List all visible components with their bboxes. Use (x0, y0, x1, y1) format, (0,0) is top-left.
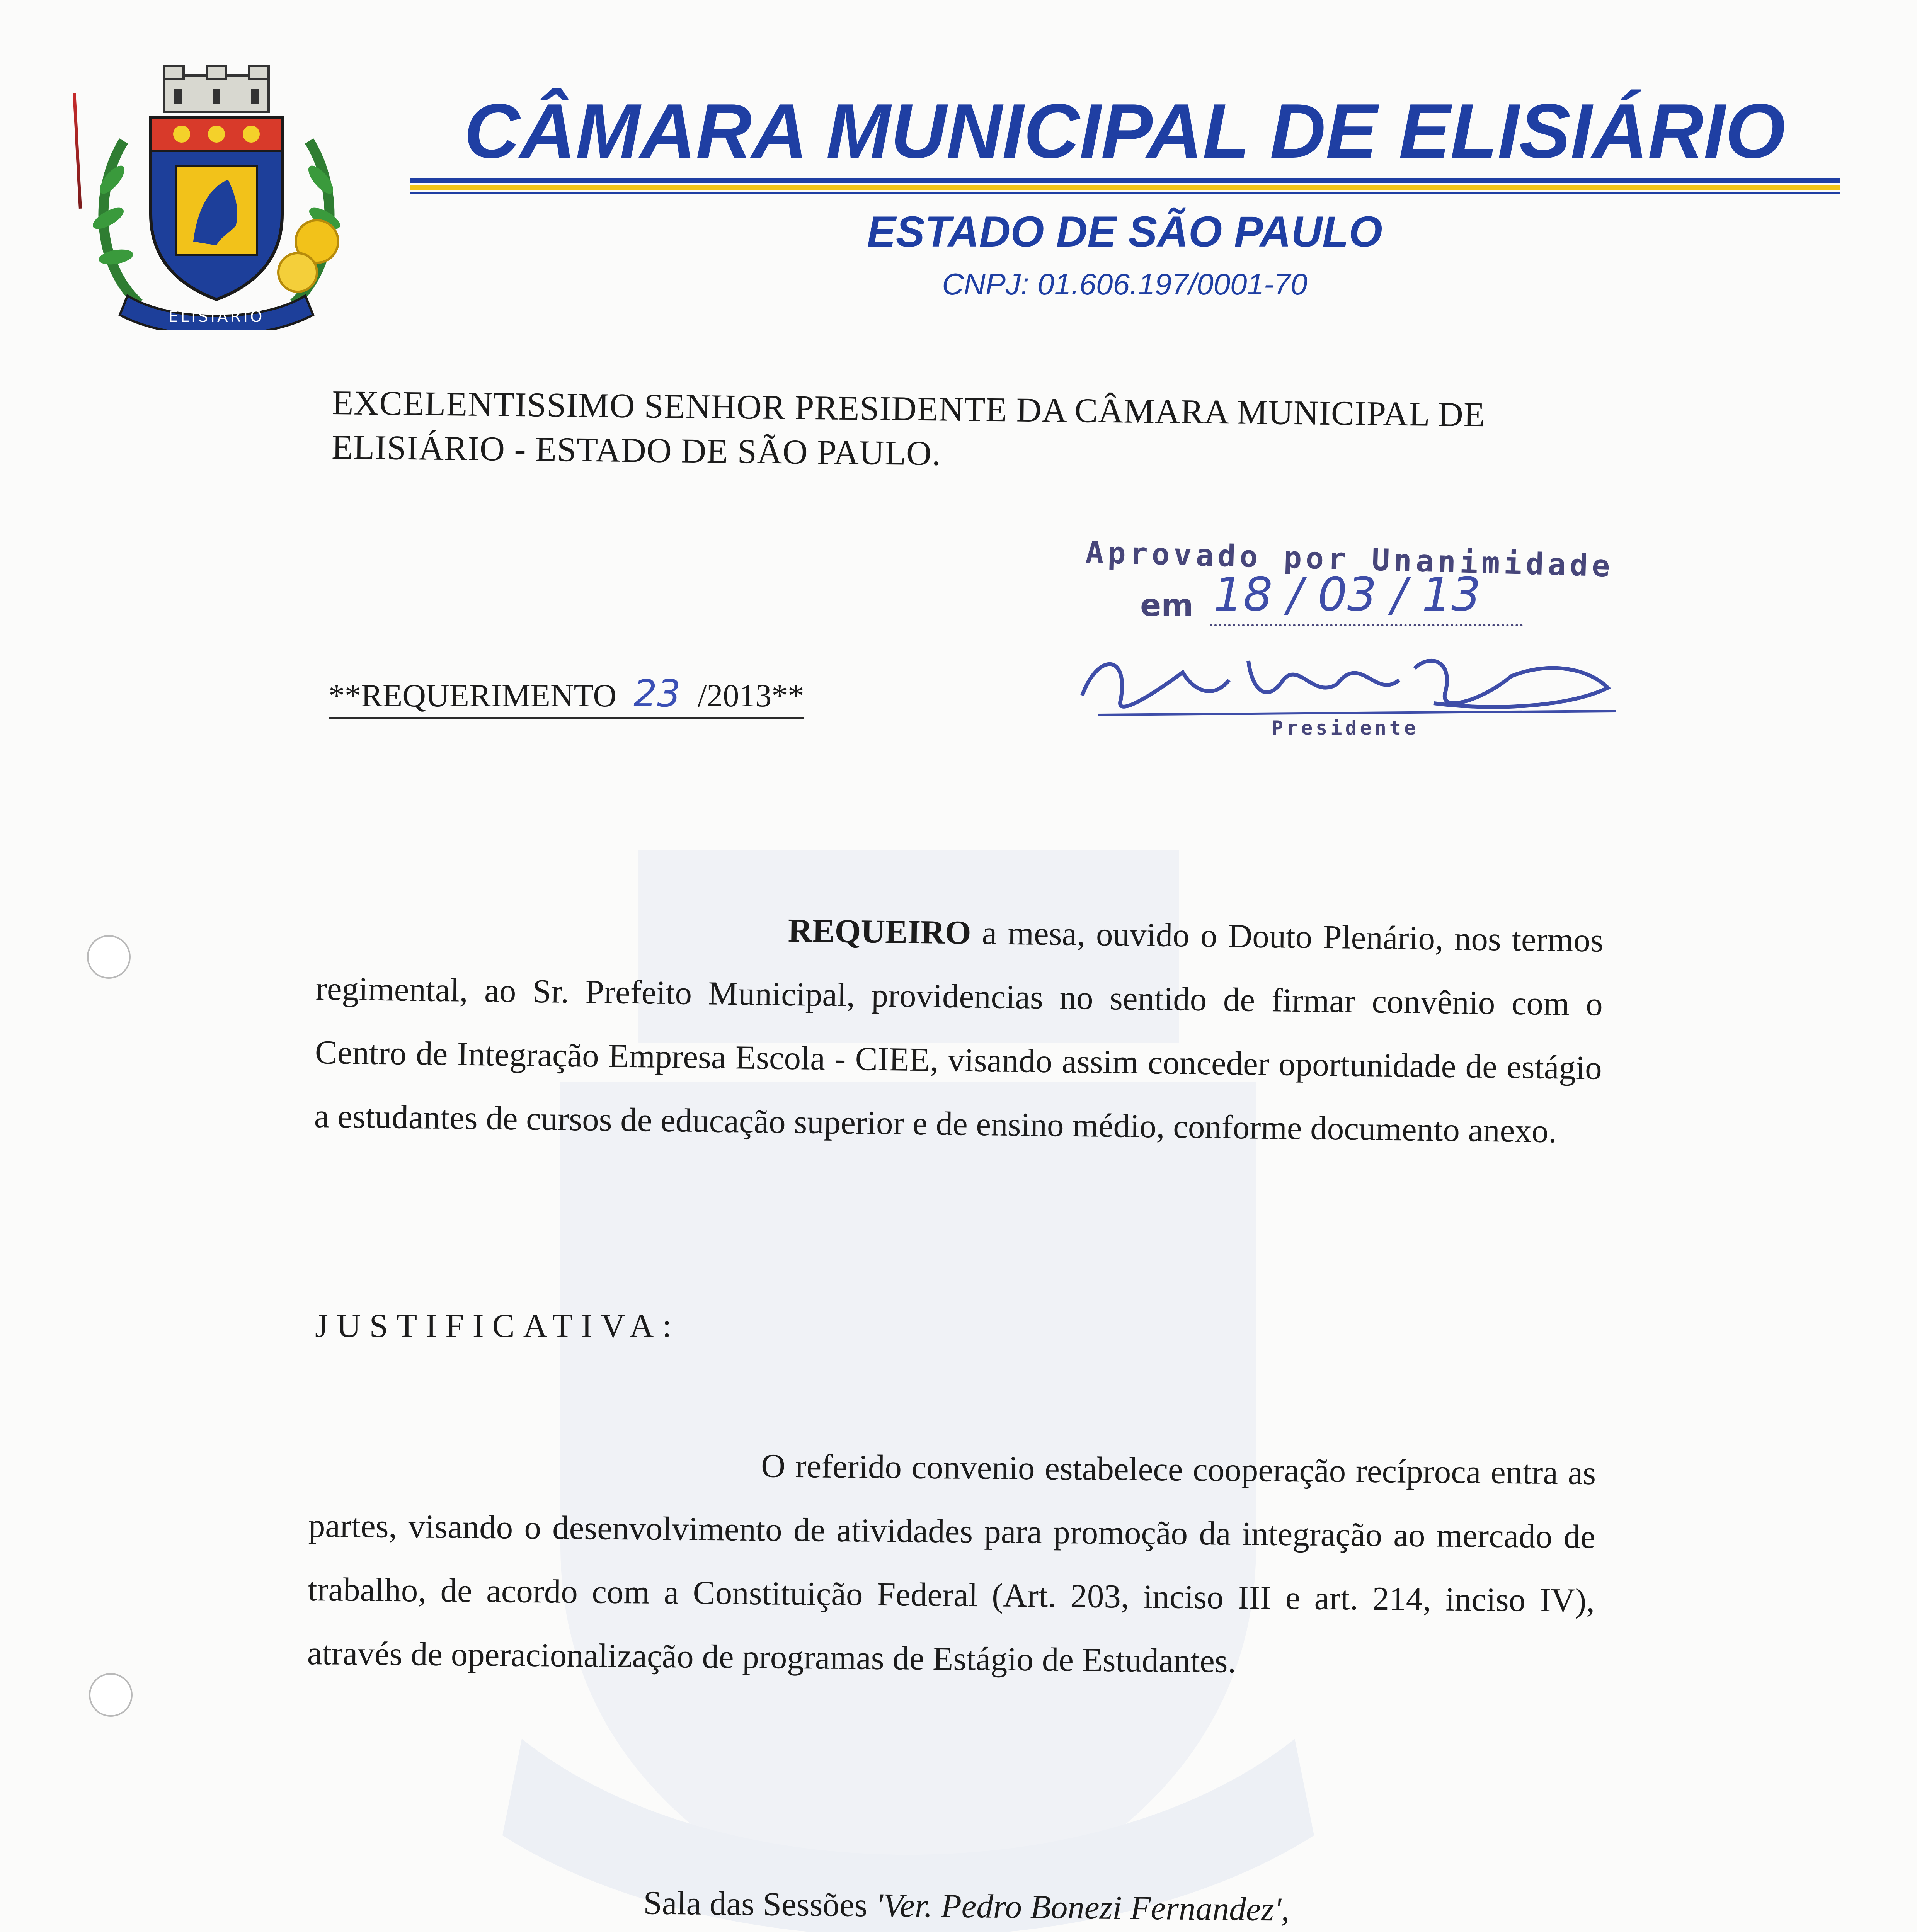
requerimento-suffix: /2013** (698, 678, 804, 714)
header-rule-yellow (410, 185, 1840, 190)
closing-prefix: Sala das Sessões (643, 1884, 876, 1924)
approval-stamp-role: Presidente (1272, 717, 1419, 739)
justification-paragraph (307, 1430, 1596, 1696)
requerimento-number-handwritten: 23 (633, 672, 681, 715)
requerimento-prefix: **REQUERIMENTO (329, 678, 617, 714)
request-lead-word: REQUEIRO (788, 911, 972, 951)
justification-heading: JUSTIFICATIVA: (315, 1307, 680, 1344)
president-signature (1067, 638, 1646, 730)
requerimento-number-line (329, 674, 804, 719)
closing-venue: 'Ver. Pedro Bonezi Fernandez', (875, 1886, 1290, 1928)
approval-stamp-date: 18 / 03 / 13 (1210, 568, 1523, 626)
chamber-title: CÂMARA MUNICIPAL DE ELISIÁRIO (464, 88, 1786, 174)
header-rule-blue (410, 178, 1840, 183)
approval-stamp-text: Aprovado por Unanimidade (1085, 535, 1614, 584)
punch-hole-bottom (89, 1673, 133, 1717)
coat-of-arms-logo (81, 64, 352, 330)
justification-text: O referido convenio estabelece cooperação recíproca entra as partes, visando o desenvolvimento de atividades para promoção da integração ao mercado de trabalho, de acordo com a Constituição Federal (Art. 203, inciso III e art. 214, inciso IV), através de operacionalização de programas de Estágio de Estudantes. (307, 1447, 1596, 1680)
punch-hole-top (87, 935, 131, 979)
request-paragraph (314, 893, 1604, 1163)
request-text: a mesa, ouvido o Douto Plenário, nos termos regimental, ao Sr. Prefeito Municipal, providencias no sentido de firmar convênio com o Centro de Integração Empresa Escola - CIEE, visando assim conceder oportunidade de estágio a estudantes de cursos de educação superior e de ensino médio, conforme documento anexo. (314, 913, 1604, 1150)
approval-stamp-em-label: em (1140, 587, 1193, 623)
cnpj-line: CNPJ: 01.606.197/0001-70 (942, 267, 1308, 301)
closing-block (560, 1878, 1373, 1932)
crest-ribbon-text: ELISIARIO (168, 308, 265, 326)
margin-mark (73, 93, 82, 209)
state-subtitle: ESTADO DE SÃO PAULO (867, 207, 1382, 256)
addressee-heading: EXCELENTISSIMO SENHOR PRESIDENTE DA CÂMARA MUNICIPAL DE ELISIÁRIO - ESTADO DE SÃO PAULO. (331, 383, 1486, 473)
header-rule-blue-lower (410, 192, 1840, 194)
